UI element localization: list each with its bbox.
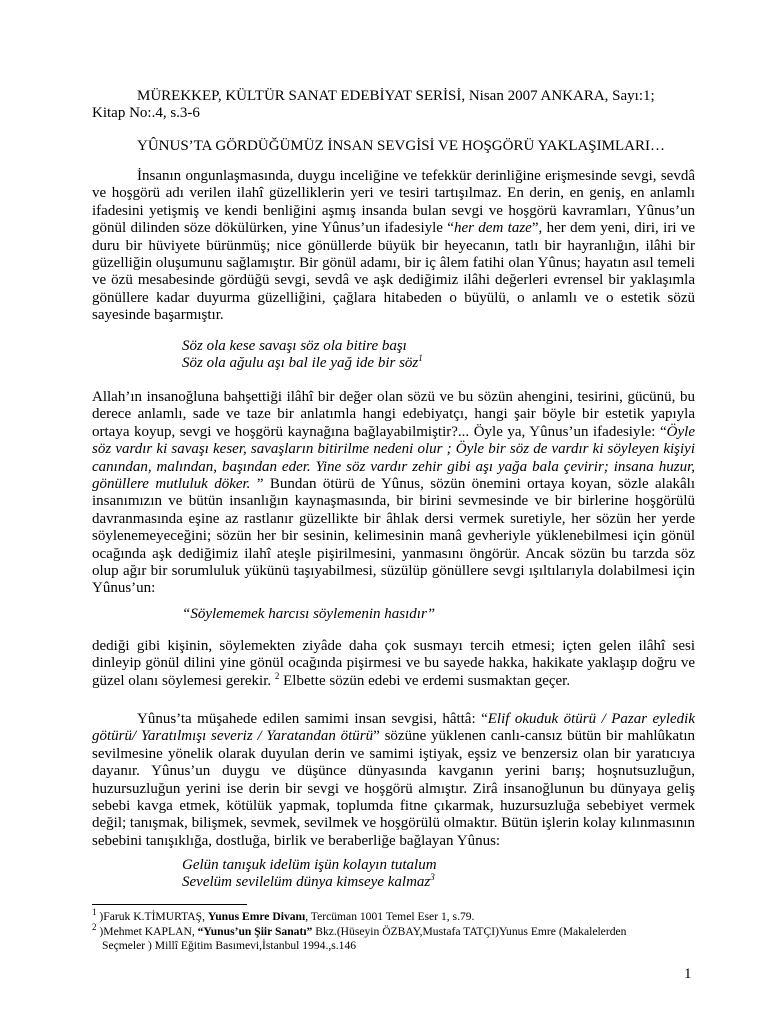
paragraph-2-text-end: ” Bundan ötürü de Yûnus, sözün önemini ortaya koyan, sözle alakâlı insanımızın ve bütün insanlığın kaynaşmasında, bir birini sevmesinde ve bir birlerine hoşgörülü davranmasında eşine az rastlanır güzellikte bir âhlak dersi vermek suretiyle, her sözün her yerde söylenemeyeceğini; sözün her bir sesinin, kelimesinin manâ gevheriyle yüklenebilmesi için gönül ocağında aşk dediğimiz ilahî ateşle pişirilmesini, yanmasını öngörür. Ancak sözün bu tarzda söz olup ağır bir sorumluluk yükünü taşıyabilmesi, süzülüp gönüllere sevgi ışıltılarıyla dolabilmesi için Yûnus’un: (92, 476, 695, 597)
verse-2-line-2: Sevelüm sevilelüm dünya kimseye kalmaz (182, 874, 431, 891)
footnote-ref-3: 3 (430, 872, 435, 883)
verse-2 (182, 857, 682, 892)
paragraph-3 (92, 638, 695, 690)
footnote-1-title: Yunus Emre Divanı (207, 910, 306, 923)
paragraph-2-italic: Öyle söz vardır ki savaşı keser, savaşların bitirilme nedeni olur ; Öyle bir söz de vardır ki söyleyen kişiyi canından, malından, başından eder. Yine söz vardır zehir gibi aşı yağa bala çevirir; insana huzur, gönüllere mutluluk döker. (92, 423, 695, 493)
paragraph-1-text-end: ”, her dem yeni, diri, iri ve duru bir hüviyete bürünmüş; nice gönüllerde büyük bir heyecanın, tatlı bir hayranlığın, ilâhi bir güzelliğin oluşumunu sağlamıştır. Bir gönül adamı, bir iç âlem fatihi olan Yûnus; hayatın asıl temeli ve özü mesabesinde gördüğü sevgi, sevdâ ve aşk dediğimiz ilâhi değerleri evrensel bir yaklaşımla gönüllere kadar duyurma güzelliğini, çağlara hitabeden o büyülü, o anlamlı ve o estetik sözü sayesinde başarmıştır. (92, 220, 696, 324)
paragraph-4-text: Yûnus’ta müşahede edilen samimi insan sevgisi, hâttâ: “ (137, 711, 488, 727)
header-line-2: Kitap No:.4, s.3-6 (92, 105, 200, 122)
footnote-2-number: 2 (92, 922, 97, 933)
paragraph-4-italic: Elif okuduk ötürü / Pazar eyledik götürü/ Yaratılmışı severiz / Yaratandan ötürü (92, 711, 695, 745)
quote-line: “Söylememek harcısı söylemenin hasıdır” (182, 606, 436, 622)
paragraph-1-text: İnsanın ongunlaşmasında, duygu inceliğine ve tefekkür derinliğine erişmesinde sevgi, sevdâ ve hoşgörü adı verilen ilahî güzelliklerin yeri ve tesiri tartışılmaz. En derin, en geniş, en anlamlı ifadesini yetişmiş ve kendi benliğini aşmış insanda bulan sevgi ve hoşgörü kavramları, Yûnus’un gönül dilinden söze dökülürken, yine Yûnus’un ifadesiyle “ (92, 168, 695, 237)
verse-1-line-2: Söz ola ağulu aşı bal ile yağ ide bir söz (182, 355, 419, 372)
footnote-ref-2: 2 (274, 670, 280, 681)
footnote-2-title: “Yunus’un Şiir Sanatı” (197, 925, 313, 938)
footnote-1-author: )Faruk K.TİMURTAŞ, (99, 910, 208, 923)
paragraph-3-text: dediği gibi kişinin, söylemekten ziyâde daha çok susmayı tercih etmesi; içten gelen ilâhî sesi dinleyip gönül dilini yine gönül ocağında pişirmesi ve bu sayede hakka, hakikate yaklaşıp doğru ve güzel olanı söylemesi gerekir. (92, 638, 695, 689)
paragraph-2 (92, 389, 695, 598)
paragraph-1-italic: her dem taze (453, 220, 532, 237)
footnote-1-number: 1 (92, 907, 97, 918)
footnote-1-details: , Tercüman 1001 Temel Eser 1, s.79. (305, 910, 475, 923)
page-number: 1 (684, 966, 692, 982)
verse-1-line-1: Söz ola kese savaşı söz ola bitire başı (182, 338, 407, 354)
paragraph-2-text: Allah’ın insanoğluna bahşettiği ilâhî bir değer olan sözü ve bu sözün ahengini, tesirini, gücünü, bu derece anlamlı, sade ve taze bir anlatımla hangi edebiyatçı, hangi şair böyle bir estetik yapıyla ortaya koyup, sevgi ve hoşgörü kaynağına bağlayabilmiştir?... Öyle ya, Yûnus’un ifadesiyle: “ (92, 389, 695, 440)
verse-1 (182, 338, 682, 373)
footnote-divider (92, 904, 247, 905)
footnote-2 (92, 922, 702, 953)
article-title: YÛNUS’TA GÖRDÜĞÜMÜZ İNSAN SEVGİSİ VE HOŞGÖRÜ YAKLAŞIMLARI… (137, 138, 665, 154)
paragraph-3-text-end: Elbette sözün edebi ve erdemi susmaktan geçer. (279, 672, 571, 689)
footnote-1 (92, 907, 702, 924)
paragraph-4-text-end: ” sözüne yüklenen canlı-cansız bütün bir mahlûkatın sevilmesine yönelik olarak duyulan derin ve samimi iştiyak, eşsiz ve benzersiz olan bir yaratıcıya dayanır. Yûnus’un duygu ve düşünce dünyasında kavganın yerini barış; hoşnutsuzluğun, huzursuzluğun yerini ise derin bir sevgi ve hoşgörü almıştır. Zirâ insanoğlunun bu dünyaya geliş sebebi kavga etmek, kötülük yapmak, toplumda fitne çıkarmak, huzursuzluğa sebebiyet vermek değil; tanışmak, bilişmek, sevmek, sevilmek ve hoşgörülü olmaktır. Bütün işlerin kolay kılınmasının sebebini tanışıklığa, dostluğa, birlik ve beraberliğe bağlayan Yûnus: (92, 728, 696, 849)
header-line-1: MÜREKKEP, KÜLTÜR SANAT EDEBİYAT SERİSİ, Nisan 2007 ANKARA, Sayı:1; (137, 88, 655, 104)
footnote-2-continuation: Seçmeler ) Millî Eğitim Basımevi,İstanbul 1994.,s.146 (102, 939, 357, 952)
footnote-ref-1: 1 (418, 353, 423, 364)
publication-header (92, 88, 695, 123)
footnote-2-author: )Mehmet KAPLAN, (99, 925, 198, 938)
footnote-2-details: Bkz.(Hüseyin ÖZBAY,Mustafa TATÇI)Yunus Emre (Makalelerden (312, 925, 627, 938)
paragraph-4 (92, 711, 695, 850)
paragraph-1 (92, 168, 695, 325)
verse-2-line-1: Gelün tanışuk idelüm işün kolayın tutalum (182, 857, 437, 873)
